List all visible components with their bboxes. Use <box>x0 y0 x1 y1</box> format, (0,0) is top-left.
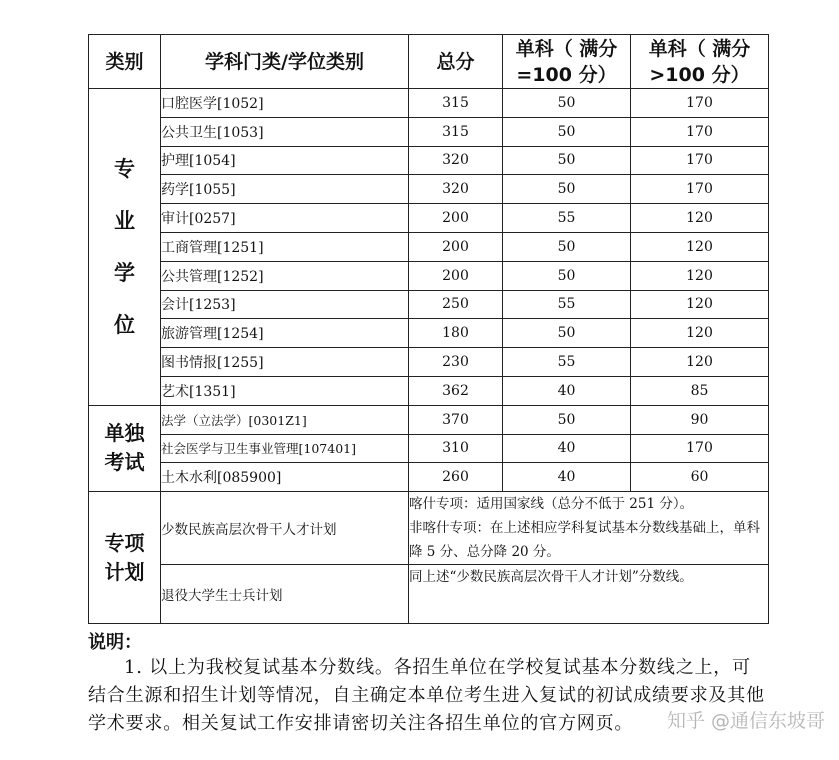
explanation-text: 1. 以上为我校复试基本分数线。各招生单位在学校复试基本分数线之上，可结合生源和招生计划等情况，自主确定本单位考生进入复试的初试成绩要求及其他学术要求。相关复试工作安排请密切关注各招生单位的官方网页。 <box>88 657 765 735</box>
subject-cell: 社会医学与卫生事业管理[107401] <box>161 434 409 463</box>
single-100-cell: 50 <box>503 405 631 434</box>
watermark: 知乎 @通信东坡哥 <box>666 710 825 732</box>
table-row <box>89 376 769 405</box>
single-gt100-cell: 120 <box>631 319 769 348</box>
single-100-cell: 55 <box>503 204 631 233</box>
single-100-cell: 50 <box>503 319 631 348</box>
document <box>88 34 768 738</box>
single-gt100-cell: 120 <box>631 348 769 377</box>
total-score-cell: 230 <box>409 348 503 377</box>
total-score-cell: 315 <box>409 117 503 146</box>
total-score-cell: 250 <box>409 290 503 319</box>
subject-cell: 药学[1055] <box>161 175 409 204</box>
table-row <box>89 348 769 377</box>
single-gt100-cell: 60 <box>631 463 769 492</box>
single-100-cell: 50 <box>503 146 631 175</box>
category-cell: 单独 考试 <box>89 405 161 491</box>
table-row <box>89 565 769 624</box>
subject-cell: 旅游管理[1254] <box>161 319 409 348</box>
total-score-cell: 200 <box>409 261 503 290</box>
table-row <box>89 204 769 233</box>
single-gt100-cell: 120 <box>631 261 769 290</box>
note-line: 非喀什专项：在上述相应学科复试基本分数线基础上，单科降 5 分、总分降 20 分。 <box>409 520 760 561</box>
total-score-cell: 180 <box>409 319 503 348</box>
subject-cell: 图书情报[1255] <box>161 348 409 377</box>
table-row <box>89 175 769 204</box>
single-gt100-cell: 120 <box>631 232 769 261</box>
subject-cell: 少数民族高层次骨干人才计划 <box>161 492 409 565</box>
header-total: 总分 <box>409 35 503 89</box>
single-100-cell: 40 <box>503 463 631 492</box>
single-gt100-cell: 90 <box>631 405 769 434</box>
total-score-cell: 200 <box>409 204 503 233</box>
single-gt100-cell: 85 <box>631 376 769 405</box>
subject-cell: 退役大学生士兵计划 <box>161 565 409 624</box>
single-gt100-cell: 170 <box>631 434 769 463</box>
total-score-cell: 320 <box>409 175 503 204</box>
subject-cell: 法学（立法学）[0301Z1] <box>161 405 409 434</box>
category-cell: 专 业 学 位 <box>89 89 161 406</box>
subject-cell: 土木水利[085900] <box>161 463 409 492</box>
single-100-cell: 55 <box>503 348 631 377</box>
table-row <box>89 89 769 118</box>
single-gt100-cell: 170 <box>631 89 769 118</box>
single-gt100-cell: 170 <box>631 146 769 175</box>
single-gt100-cell: 120 <box>631 290 769 319</box>
subject-cell: 工商管理[1251] <box>161 232 409 261</box>
single-100-cell: 55 <box>503 290 631 319</box>
total-score-cell: 260 <box>409 463 503 492</box>
table-row <box>89 232 769 261</box>
note-line: 喀什专项：适用国家线（总分不低于 251 分）。 <box>409 496 694 513</box>
subject-cell: 会计[1253] <box>161 290 409 319</box>
subject-cell: 公共卫生[1053] <box>161 117 409 146</box>
single-100-cell: 50 <box>503 117 631 146</box>
table-row <box>89 261 769 290</box>
category-cell: 专项 计划 <box>89 492 161 624</box>
total-score-cell: 315 <box>409 89 503 118</box>
table-row <box>89 290 769 319</box>
subject-cell: 审计[0257] <box>161 204 409 233</box>
single-100-cell: 50 <box>503 232 631 261</box>
table-row <box>89 492 769 565</box>
score-table <box>88 34 769 624</box>
table-row <box>89 146 769 175</box>
header-subject: 学科门类/学位类别 <box>161 35 409 89</box>
single-100-cell: 40 <box>503 376 631 405</box>
note-cell <box>409 492 769 565</box>
single-100-cell: 50 <box>503 175 631 204</box>
single-100-cell: 50 <box>503 261 631 290</box>
table-row <box>89 117 769 146</box>
subject-cell: 艺术[1351] <box>161 376 409 405</box>
note-cell: 同上述“少数民族高层次骨干人才计划”分数线。 <box>409 565 769 624</box>
single-gt100-cell: 170 <box>631 175 769 204</box>
subject-cell: 护理[1054] <box>161 146 409 175</box>
subject-cell: 口腔医学[1052] <box>161 89 409 118</box>
header-single-100: 单科（ 满分=100 分） <box>503 35 631 89</box>
table-row <box>89 405 769 434</box>
total-score-cell: 310 <box>409 434 503 463</box>
total-score-cell: 200 <box>409 232 503 261</box>
total-score-cell: 320 <box>409 146 503 175</box>
total-score-cell: 370 <box>409 405 503 434</box>
table-header-row <box>89 35 769 89</box>
single-100-cell: 40 <box>503 434 631 463</box>
total-score-cell: 362 <box>409 376 503 405</box>
explanation-title: 说明： <box>88 632 142 654</box>
header-single-gt100: 单科（ 满分>100 分） <box>631 35 769 89</box>
table-row <box>89 434 769 463</box>
single-gt100-cell: 120 <box>631 204 769 233</box>
subject-cell: 公共管理[1252] <box>161 261 409 290</box>
single-gt100-cell: 170 <box>631 117 769 146</box>
table-row <box>89 319 769 348</box>
header-category: 类别 <box>89 35 161 89</box>
table-body <box>89 89 769 624</box>
table-row <box>89 463 769 492</box>
single-100-cell: 50 <box>503 89 631 118</box>
